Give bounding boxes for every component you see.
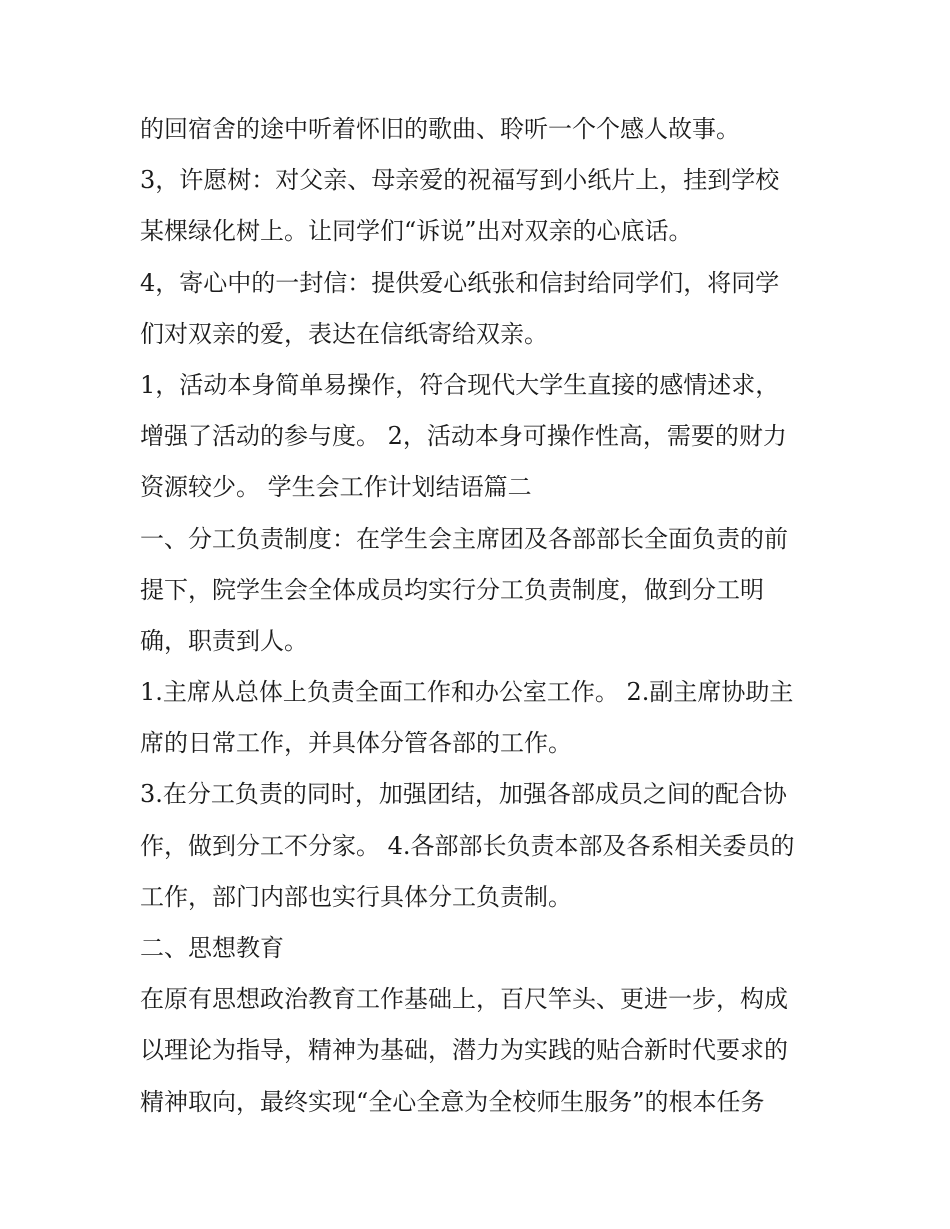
text-line: 席的日常工作，并具体分管各部的工作。 [140,729,572,758]
text-line: 某棵绿化树上。让同学们“诉说”出对双亲的心底话。 [140,217,693,246]
text-line: 增强了活动的参与度。 2，活动本身可操作性高，需要的财力 [140,422,787,451]
text-line: 作，做到分工不分家。 4.各部部长负责本部及各系相关委员的 [140,831,795,860]
text-line: 3.在分工负责的同时，加强团结，加强各部成员之间的配合协 [140,780,787,809]
text-line: 确，职责到人。 [140,626,308,655]
text-line: 1，活动本身简单易操作，符合现代大学生直接的感情述求， [140,370,780,399]
text-line: 提下，院学生会全体成员均实行分工负责制度，做到分工明 [140,575,764,604]
text-line: 的回宿舍的途中听着怀旧的歌曲、聆听一个个感人故事。 [140,115,740,143]
text-line: 在原有思想政治教育工作基础上，百尺竿头、更进一步，构成 [140,985,788,1014]
document-body [140,104,820,1128]
text-line: 1.主席从总体上负责全面工作和办公室工作。 2.副主席协助主 [140,678,794,707]
text-line: 精神取向，最终实现“全心全意为全校师生服务”的根本任务 [140,1087,765,1116]
section-heading: 二、思想教育 [140,934,284,962]
text-line: 工作，部门内部也实行具体分工负责制。 [140,882,572,911]
text-line: 3，许愿树：对父亲、母亲爱的祝福写到小纸片上，挂到学校 [140,166,780,195]
text-line: 们对双亲的爱，表达在信纸寄给双亲。 [140,319,548,348]
text-line: 4，寄心中的一封信：提供爱心纸张和信封给同学们，将同学 [140,268,780,297]
text-line: 一、分工负责制度：在学生会主席团及各部部长全面负责的前 [140,524,788,553]
text-line: 资源较少。 学生会工作计划结语篇二 [140,473,532,502]
text-line: 以理论为指导，精神为基础，潜力为实践的贴合新时代要求的 [140,1036,788,1065]
